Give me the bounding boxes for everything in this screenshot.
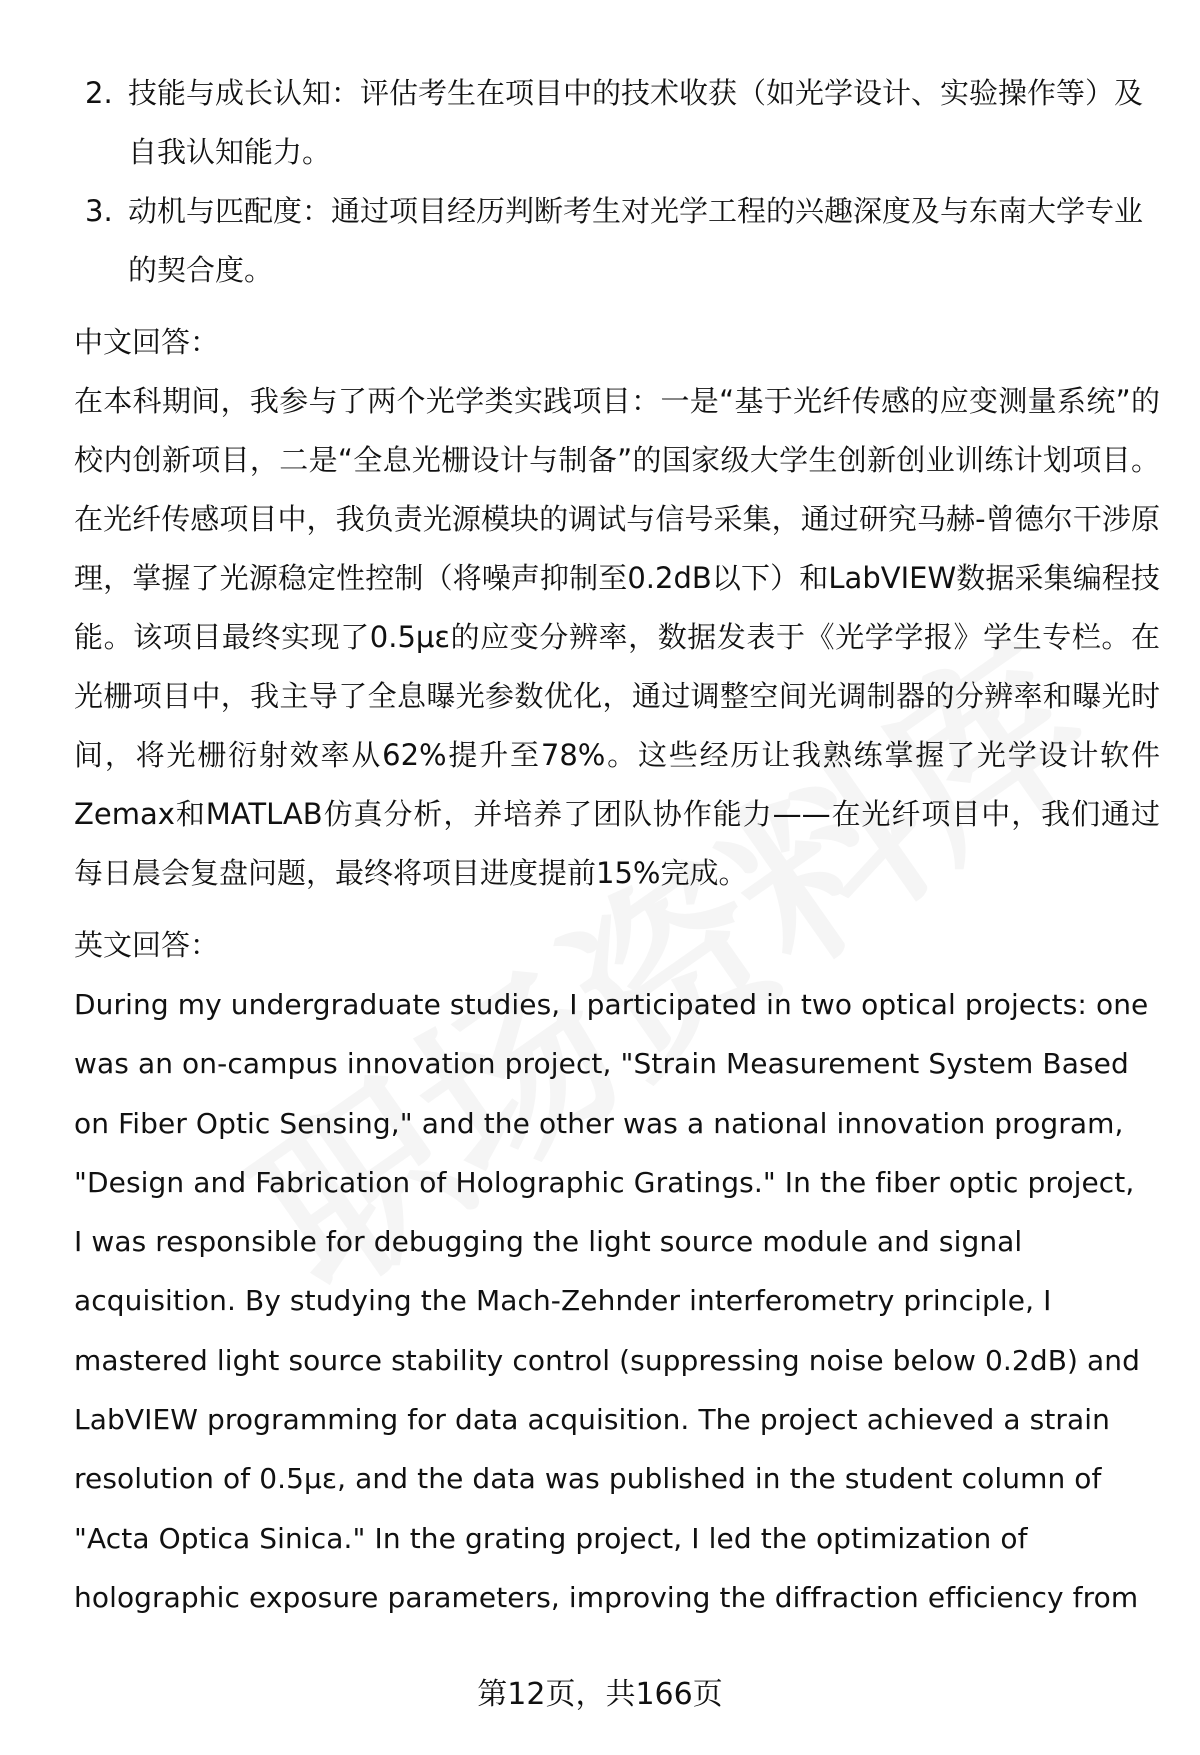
list-number: 2. (85, 76, 113, 110)
english-line: was an on-campus innovation project, "Strain Measurement System Based (74, 1047, 1129, 1081)
english-line: I was responsible for debugging the light source module and signal (74, 1225, 1023, 1259)
english-answer-heading: 英文回答： (74, 928, 220, 962)
english-line: acquisition. By studying the Mach-Zehnder interferometry principle, I (74, 1284, 1052, 1318)
criteria-item (74, 64, 1160, 182)
english-line: mastered light source stability control (suppressing noise below 0.2dB) and (74, 1343, 1141, 1377)
english-line: resolution of 0.5με, and the data was published in the student column of (74, 1462, 1102, 1496)
english-answer-body (74, 975, 1160, 1627)
list-text: 动机与匹配度：通过项目经历判断考生对光学工程的兴趣深度及与东南大学专业的契合度。 (128, 194, 1144, 287)
list-text: 技能与成长认知：评估考生在项目中的技术收获（如光学设计、实验操作等）及自我认知能力。 (128, 76, 1144, 169)
english-line: "Design and Fabrication of Holographic Gratings." In the fiber optic project, (74, 1165, 1135, 1199)
list-number: 3. (85, 194, 113, 228)
english-line: During my undergraduate studies, I participated in two optical projects: one (74, 988, 1149, 1021)
chinese-answer-heading: 中文回答： (74, 325, 220, 359)
english-line: "Acta Optica Sinica." In the grating project, I led the optimization of (74, 1521, 1028, 1555)
document-page (74, 64, 1160, 1627)
english-line: holographic exposure parameters, improving the diffraction efficiency from (74, 1580, 1139, 1614)
english-line: on Fiber Optic Sensing," and the other was a national innovation program, (74, 1106, 1124, 1140)
english-line: LabVIEW programming for data acquisition. The project achieved a strain (74, 1403, 1110, 1437)
page-number-footer: 第12页，共166页 (477, 1677, 723, 1712)
criteria-item (74, 182, 1160, 300)
chinese-answer-body: 在本科期间，我参与了两个光学类实践项目：一是“基于光纤传感的应变测量系统”的校内创新项目，二是“全息光栅设计与制备”的国家级大学生创新创业训练计划项目。在光纤传感项目中，我负责光源模块的调试与信号采集，通过研究马赫-曾德尔干涉原理，掌握了光源稳定性控制（将噪声抑制至0.2dB以下）和LabVIEW数据采集编程技能。该项目最终实现了0.5με的应变分辨率，数据发表于《光学学报》学生专栏。在光栅项目中，我主导了全息曝光参数优化，通过调整空间光调制器的分辨率和曝光时间，将光栅衍射效率从62%提升至78%。这些经历让我熟练掌握了光学设计软件Zemax和MATLAB仿真分析，并培养了团队协作能力——在光纤项目中，我们通过每日晨会复盘问题，最终将项目进度提前15%完成。 (74, 384, 1160, 890)
